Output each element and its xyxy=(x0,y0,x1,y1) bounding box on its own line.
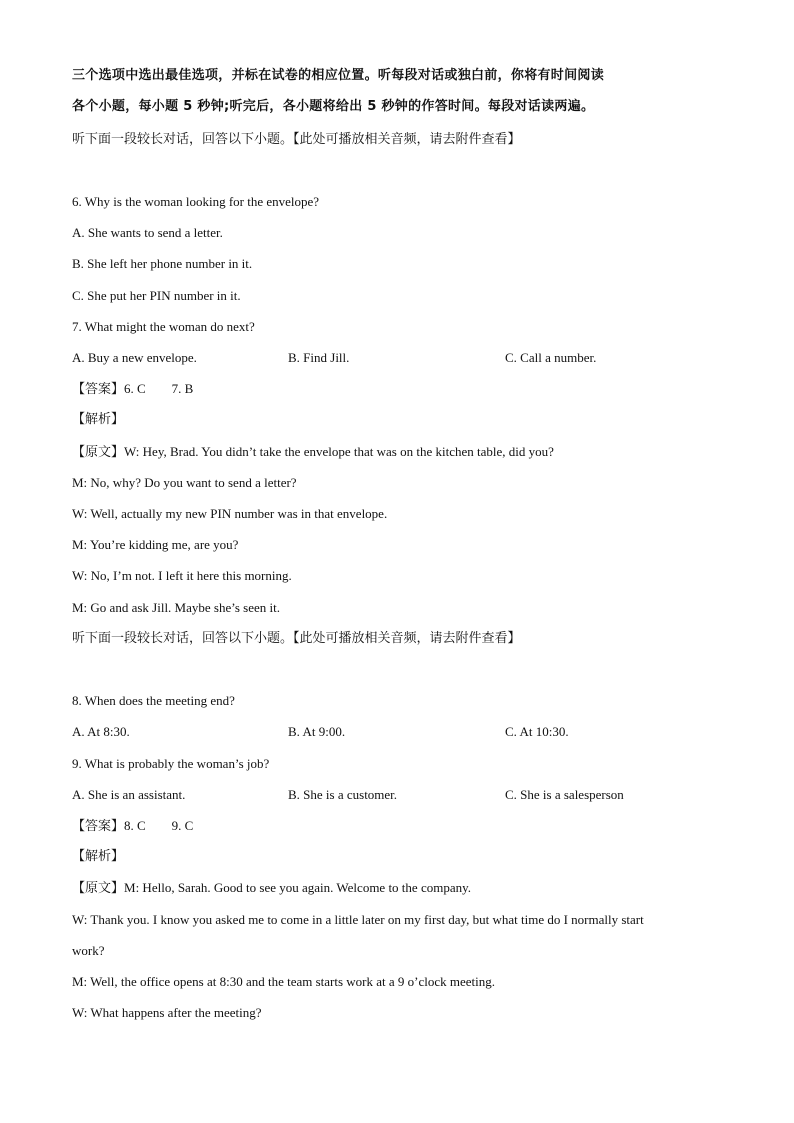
answer-row-1 xyxy=(72,380,193,399)
intro-line-1: 三个选项中选出最佳选项，并标在试卷的相应位置。听每段对话或独白前，你将有时间阅读 xyxy=(72,68,605,83)
question-9-option-a: A. She is an assistant. xyxy=(72,787,186,802)
answer-text: 6. C 7. B xyxy=(124,381,194,396)
transcript-line: M: Well, the office opens at 8:30 and the team starts work at a 9 o’clock meeting. xyxy=(72,974,496,989)
transcript-line: W: Well, actually my new PIN number was in that envelope. xyxy=(72,506,388,521)
question-8-option-b: B. At 9:00. xyxy=(288,724,346,739)
section-1-instruction: 听下面一段较长对话，回答以下小题。【此处可播放相关音频，请去附件查看】 xyxy=(72,132,521,147)
answer-text: 8. C 9. C xyxy=(124,818,194,833)
transcript-line: W: No, I’m not. I left it here this morning. xyxy=(72,568,292,583)
analysis-label: 【解析】 xyxy=(72,849,125,864)
intro-line-2: 各个小题，每小题 5 秒钟;听完后，各小题将给出 5 秒钟的作答时间。每段对话读两遍。 xyxy=(72,99,595,114)
transcript-line: M: You’re kidding me, are you? xyxy=(72,537,239,552)
question-6-option-a: A. She wants to send a letter. xyxy=(72,225,223,240)
transcript-line: W: Thank you. I know you asked me to come in a little later on my first day, but what time do I normally start xyxy=(72,912,644,927)
transcript-label: 【原文】 xyxy=(72,445,125,460)
transcript-line: M: Go and ask Jill. Maybe she’s seen it. xyxy=(72,600,280,615)
transcript-line: M: No, why? Do you want to send a letter? xyxy=(72,475,297,490)
question-7-option-b: B. Find Jill. xyxy=(288,350,350,365)
answer-label: 【答案】 xyxy=(72,382,125,397)
question-9-option-c: C. She is a salesperson xyxy=(505,787,624,802)
question-7: 7. What might the woman do next? xyxy=(72,319,255,334)
transcript-label: 【原文】 xyxy=(72,881,125,896)
question-6-option-c: C. She put her PIN number in it. xyxy=(72,288,241,303)
question-7-option-c: C. Call a number. xyxy=(505,350,597,365)
transcript-line: work? xyxy=(72,943,105,958)
answer-row-2 xyxy=(72,817,193,836)
question-8: 8. When does the meeting end? xyxy=(72,693,235,708)
question-8-option-a: A. At 8:30. xyxy=(72,724,130,739)
question-9: 9. What is probably the woman’s job? xyxy=(72,756,270,771)
answer-label: 【答案】 xyxy=(72,819,125,834)
transcript-line xyxy=(72,879,471,898)
analysis-label: 【解析】 xyxy=(72,412,125,427)
question-9-option-b: B. She is a customer. xyxy=(288,787,398,802)
question-6: 6. Why is the woman looking for the envelope? xyxy=(72,194,320,209)
transcript-line xyxy=(72,443,554,462)
question-7-option-a: A. Buy a new envelope. xyxy=(72,350,197,365)
transcript-text: M: Hello, Sarah. Good to see you again. Welcome to the company. xyxy=(124,880,471,895)
transcript-text: W: Hey, Brad. You didn’t take the envelope that was on the kitchen table, did you? xyxy=(124,444,554,459)
section-2-instruction: 听下面一段较长对话，回答以下小题。【此处可播放相关音频，请去附件查看】 xyxy=(72,631,521,646)
transcript-line: W: What happens after the meeting? xyxy=(72,1005,262,1020)
question-8-option-c: C. At 10:30. xyxy=(505,724,569,739)
question-6-option-b: B. She left her phone number in it. xyxy=(72,256,253,271)
